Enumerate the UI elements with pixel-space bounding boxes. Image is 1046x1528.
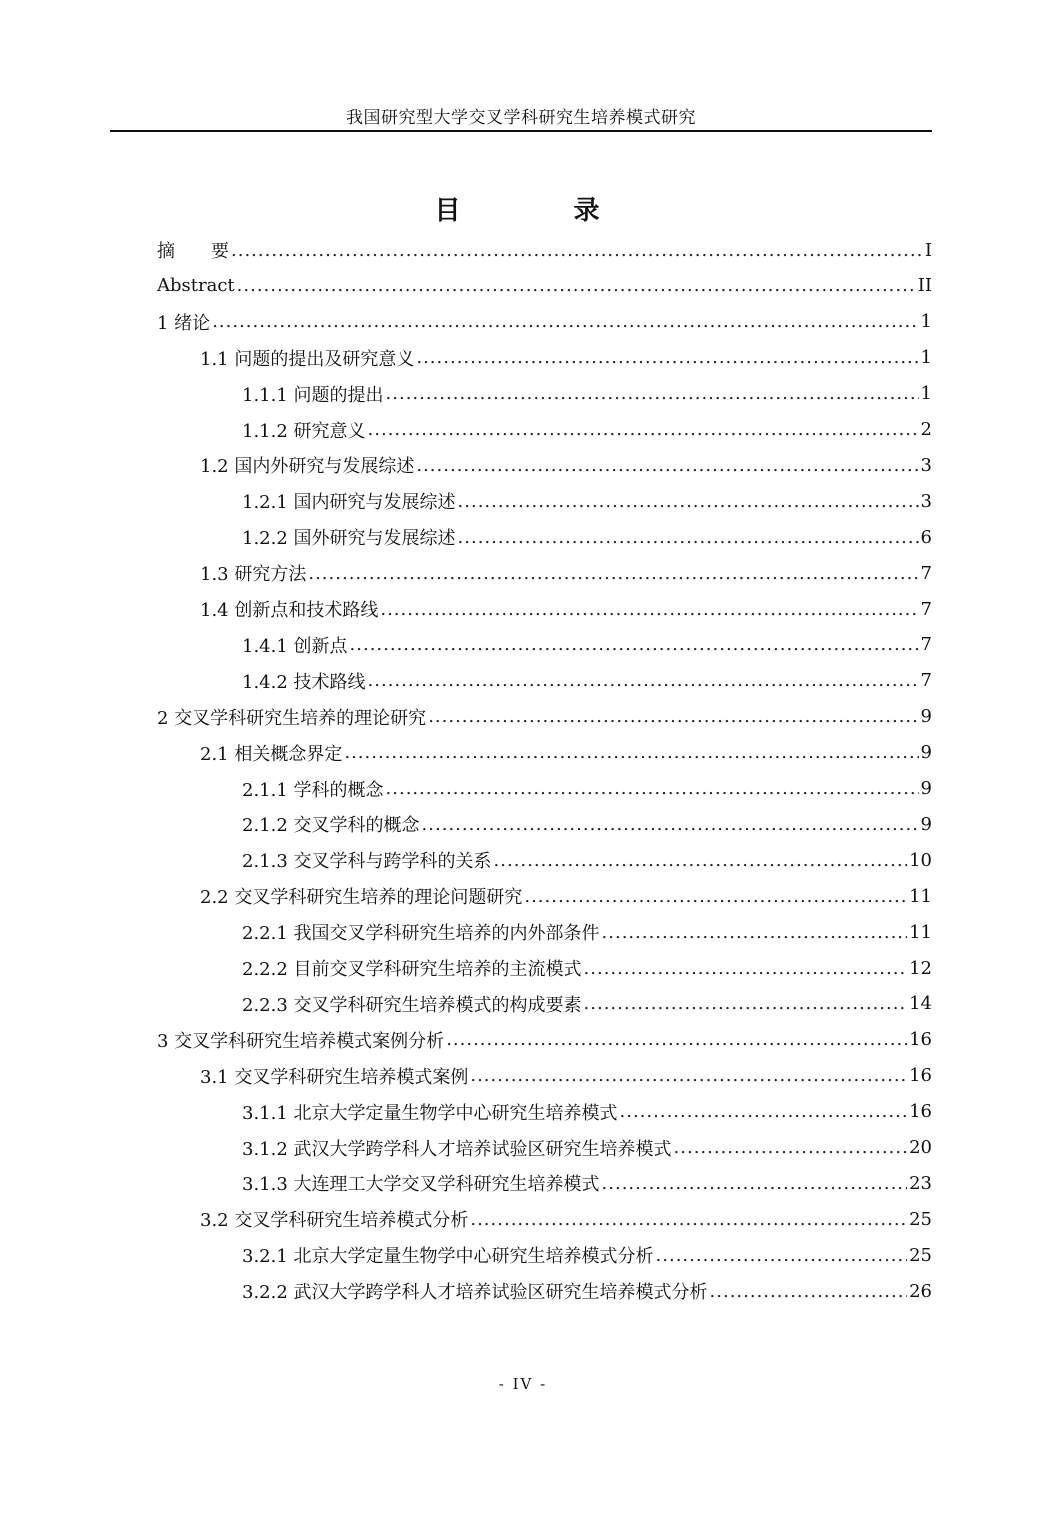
toc-entry-page: 2 (920, 419, 932, 440)
toc-entry[interactable] (242, 771, 932, 807)
toc-leader-dots (674, 1137, 908, 1158)
toc-leader-dots (458, 491, 919, 512)
toc-entry[interactable] (200, 1058, 932, 1094)
toc-entry[interactable] (242, 842, 932, 878)
toc-entry[interactable] (242, 1273, 932, 1309)
toc-leader-dots (416, 347, 918, 368)
toc-entry[interactable] (157, 1022, 932, 1058)
toc-entry-text: 3.2 交叉学科研究生培养模式分析 (200, 1210, 469, 1232)
toc-entry-text: 3.1.1 北京大学定量生物学中心研究生培养模式 (242, 1102, 618, 1124)
toc-entry[interactable] (242, 376, 932, 412)
toc-leader-dots (380, 599, 918, 620)
toc-entry-text: Abstract (157, 275, 235, 297)
toc-entry-page: 7 (920, 598, 932, 620)
toc-entry-page: 12 (909, 957, 932, 979)
toc-entry[interactable] (200, 447, 932, 483)
toc-entry[interactable] (200, 1201, 932, 1237)
toc-leader-dots (584, 993, 908, 1014)
toc-entry-page: 3 (920, 454, 932, 476)
toc-entry-page: 9 (920, 742, 932, 764)
toc-entry-page: 14 (909, 993, 932, 1015)
toc-entry-text: 1.2 国内外研究与发展综述 (200, 456, 415, 478)
toc-entry-text: 3.2.1 北京大学定量生物学中心研究生培养模式分析 (242, 1246, 654, 1268)
toc-entry-text: 1.3 研究方法 (200, 564, 307, 586)
toc-entry-page: 7 (920, 670, 932, 692)
toc-leader-dots (237, 275, 916, 296)
toc-entry-text: 2.2.2 目前交叉学科研究生培养的主流模式 (242, 959, 582, 980)
toc-entry-text: 1.4 创新点和技术路线 (200, 600, 379, 621)
toc-entry-page: 10 (909, 849, 932, 871)
toc-entry-text: 1.1.2 研究意义 (242, 420, 366, 442)
toc-entry-page: 16 (909, 1029, 932, 1051)
toc-leader-dots (386, 383, 919, 404)
toc-leader-dots (344, 742, 918, 763)
toc-entry-page: 7 (920, 634, 932, 656)
toc-entry-page: 3 (920, 490, 932, 512)
toc-title: 目 录 (434, 196, 652, 226)
toc-entry-page: I (924, 239, 932, 261)
toc-entry[interactable] (200, 555, 932, 591)
toc-entry[interactable] (242, 412, 932, 448)
toc-leader-dots (416, 455, 918, 476)
toc-entry[interactable] (200, 735, 932, 771)
toc-leader-dots (470, 1209, 907, 1230)
toc-entry-text: 2.1 相关概念界定 (200, 743, 343, 765)
toc-entry[interactable] (200, 340, 932, 376)
toc-entry[interactable] (157, 232, 932, 268)
toc-entry-text: 1.1 问题的提出及研究意义 (200, 348, 415, 370)
toc-entry-text: 1.2.2 国外研究与发展综述 (242, 528, 456, 550)
toc-entry-page: 25 (909, 1208, 932, 1230)
toc-leader-dots (494, 850, 908, 871)
toc-leader-dots (350, 634, 919, 655)
toc-leader-dots (386, 778, 919, 799)
toc-entry-page: 25 (909, 1244, 932, 1266)
toc-entry-text: 2.1.2 交叉学科的概念 (242, 815, 420, 837)
toc-entry-page: 16 (909, 1101, 932, 1123)
toc-entry[interactable] (242, 483, 932, 519)
toc-entry-page: 6 (920, 526, 932, 548)
toc-leader-dots (458, 527, 919, 548)
toc-entry-text: 2.1.3 交叉学科与跨学科的关系 (242, 851, 492, 873)
toc-entry[interactable] (200, 591, 932, 627)
toc-entry-text: 1.1.1 问题的提出 (242, 384, 384, 406)
toc-entry[interactable] (242, 627, 932, 663)
toc-entry-text: 2.2.1 我国交叉学科研究生培养的内外部条件 (242, 923, 600, 945)
toc-entry[interactable] (242, 806, 932, 842)
toc-leader-dots (446, 1029, 907, 1050)
toc-leader-dots (368, 670, 919, 691)
header-rule (110, 130, 932, 132)
toc-entry-text: 3.1.2 武汉大学跨学科人才培养试验区研究生培养模式 (242, 1138, 672, 1160)
toc-leader-dots (231, 240, 923, 261)
toc-entry-text: 1.4.2 技术路线 (242, 671, 366, 693)
toc-leader-dots (524, 886, 907, 907)
toc-entry-text: 3.1.3 大连理工大学交叉学科研究生培养模式 (242, 1174, 600, 1196)
toc-entry-text: 3.1 交叉学科研究生培养模式案例 (200, 1066, 469, 1088)
toc-entry-page: 7 (920, 562, 932, 584)
toc-entry[interactable] (242, 1130, 932, 1166)
toc-entry-page: 1 (920, 383, 932, 405)
toc-entry[interactable] (242, 986, 932, 1022)
toc-entry-text: 1 绪论 (157, 312, 211, 334)
toc-entry[interactable] (157, 699, 932, 735)
toc-entry-text: 1.4.1 创新点 (242, 635, 348, 657)
toc-entry-page: 11 (909, 885, 932, 907)
toc-leader-dots (308, 563, 918, 584)
toc-entry-page: 1 (920, 347, 932, 369)
toc-entry[interactable] (157, 268, 932, 304)
toc-entry-page: 20 (909, 1137, 932, 1158)
toc-entry-text: 2.1.1 学科的概念 (242, 779, 384, 801)
toc-entry-page: 1 (920, 311, 932, 333)
toc-entry-page: 9 (920, 813, 932, 835)
toc-leader-dots (422, 814, 919, 835)
toc-entry[interactable] (242, 950, 932, 986)
toc-entry[interactable] (242, 1094, 932, 1130)
toc-entry-page: 11 (909, 921, 932, 943)
toc-entry-text: 3 交叉学科研究生培养模式案例分析 (157, 1030, 445, 1052)
toc-leader-dots (710, 1281, 908, 1302)
toc-entry[interactable] (242, 1165, 932, 1201)
toc-entry-text: 摘 要 (157, 241, 229, 262)
toc-leader-dots (602, 922, 908, 943)
toc-entry[interactable] (157, 304, 932, 340)
toc-entry[interactable] (242, 663, 932, 699)
toc-entry-page: 16 (909, 1065, 932, 1087)
toc-entry-page: II (917, 275, 932, 297)
toc-entry-page: 9 (920, 778, 932, 799)
toc-leader-dots (212, 311, 918, 332)
running-header-title: 我国研究型大学交叉学科研究生培养模式研究 (346, 108, 696, 128)
toc-leader-dots (584, 958, 908, 979)
toc-leader-dots (470, 1065, 907, 1086)
toc-entry[interactable] (242, 519, 932, 555)
toc-entry[interactable] (242, 914, 932, 950)
page-number: - IV - (498, 1375, 548, 1393)
toc-entry-page: 9 (920, 706, 932, 728)
toc-entry-text: 3.2.2 武汉大学跨学科人才培养试验区研究生培养模式分析 (242, 1282, 708, 1304)
toc-entry-text: 2.2 交叉学科研究生培养的理论问题研究 (200, 887, 523, 909)
toc-entry-page: 26 (909, 1280, 932, 1302)
toc-leader-dots (656, 1245, 908, 1266)
toc-entry[interactable] (200, 878, 932, 914)
toc-leader-dots (428, 706, 918, 727)
toc-entry-page: 23 (909, 1172, 932, 1194)
toc-entry-text: 2.2.3 交叉学科研究生培养模式的构成要素 (242, 994, 582, 1016)
toc-entry-text: 2 交叉学科研究生培养的理论研究 (157, 707, 427, 729)
toc-leader-dots (368, 419, 919, 440)
toc-leader-dots (602, 1173, 908, 1194)
toc-entry-text: 1.2.1 国内研究与发展综述 (242, 492, 456, 514)
toc-leader-dots (620, 1101, 908, 1122)
toc-entry[interactable] (242, 1237, 932, 1273)
